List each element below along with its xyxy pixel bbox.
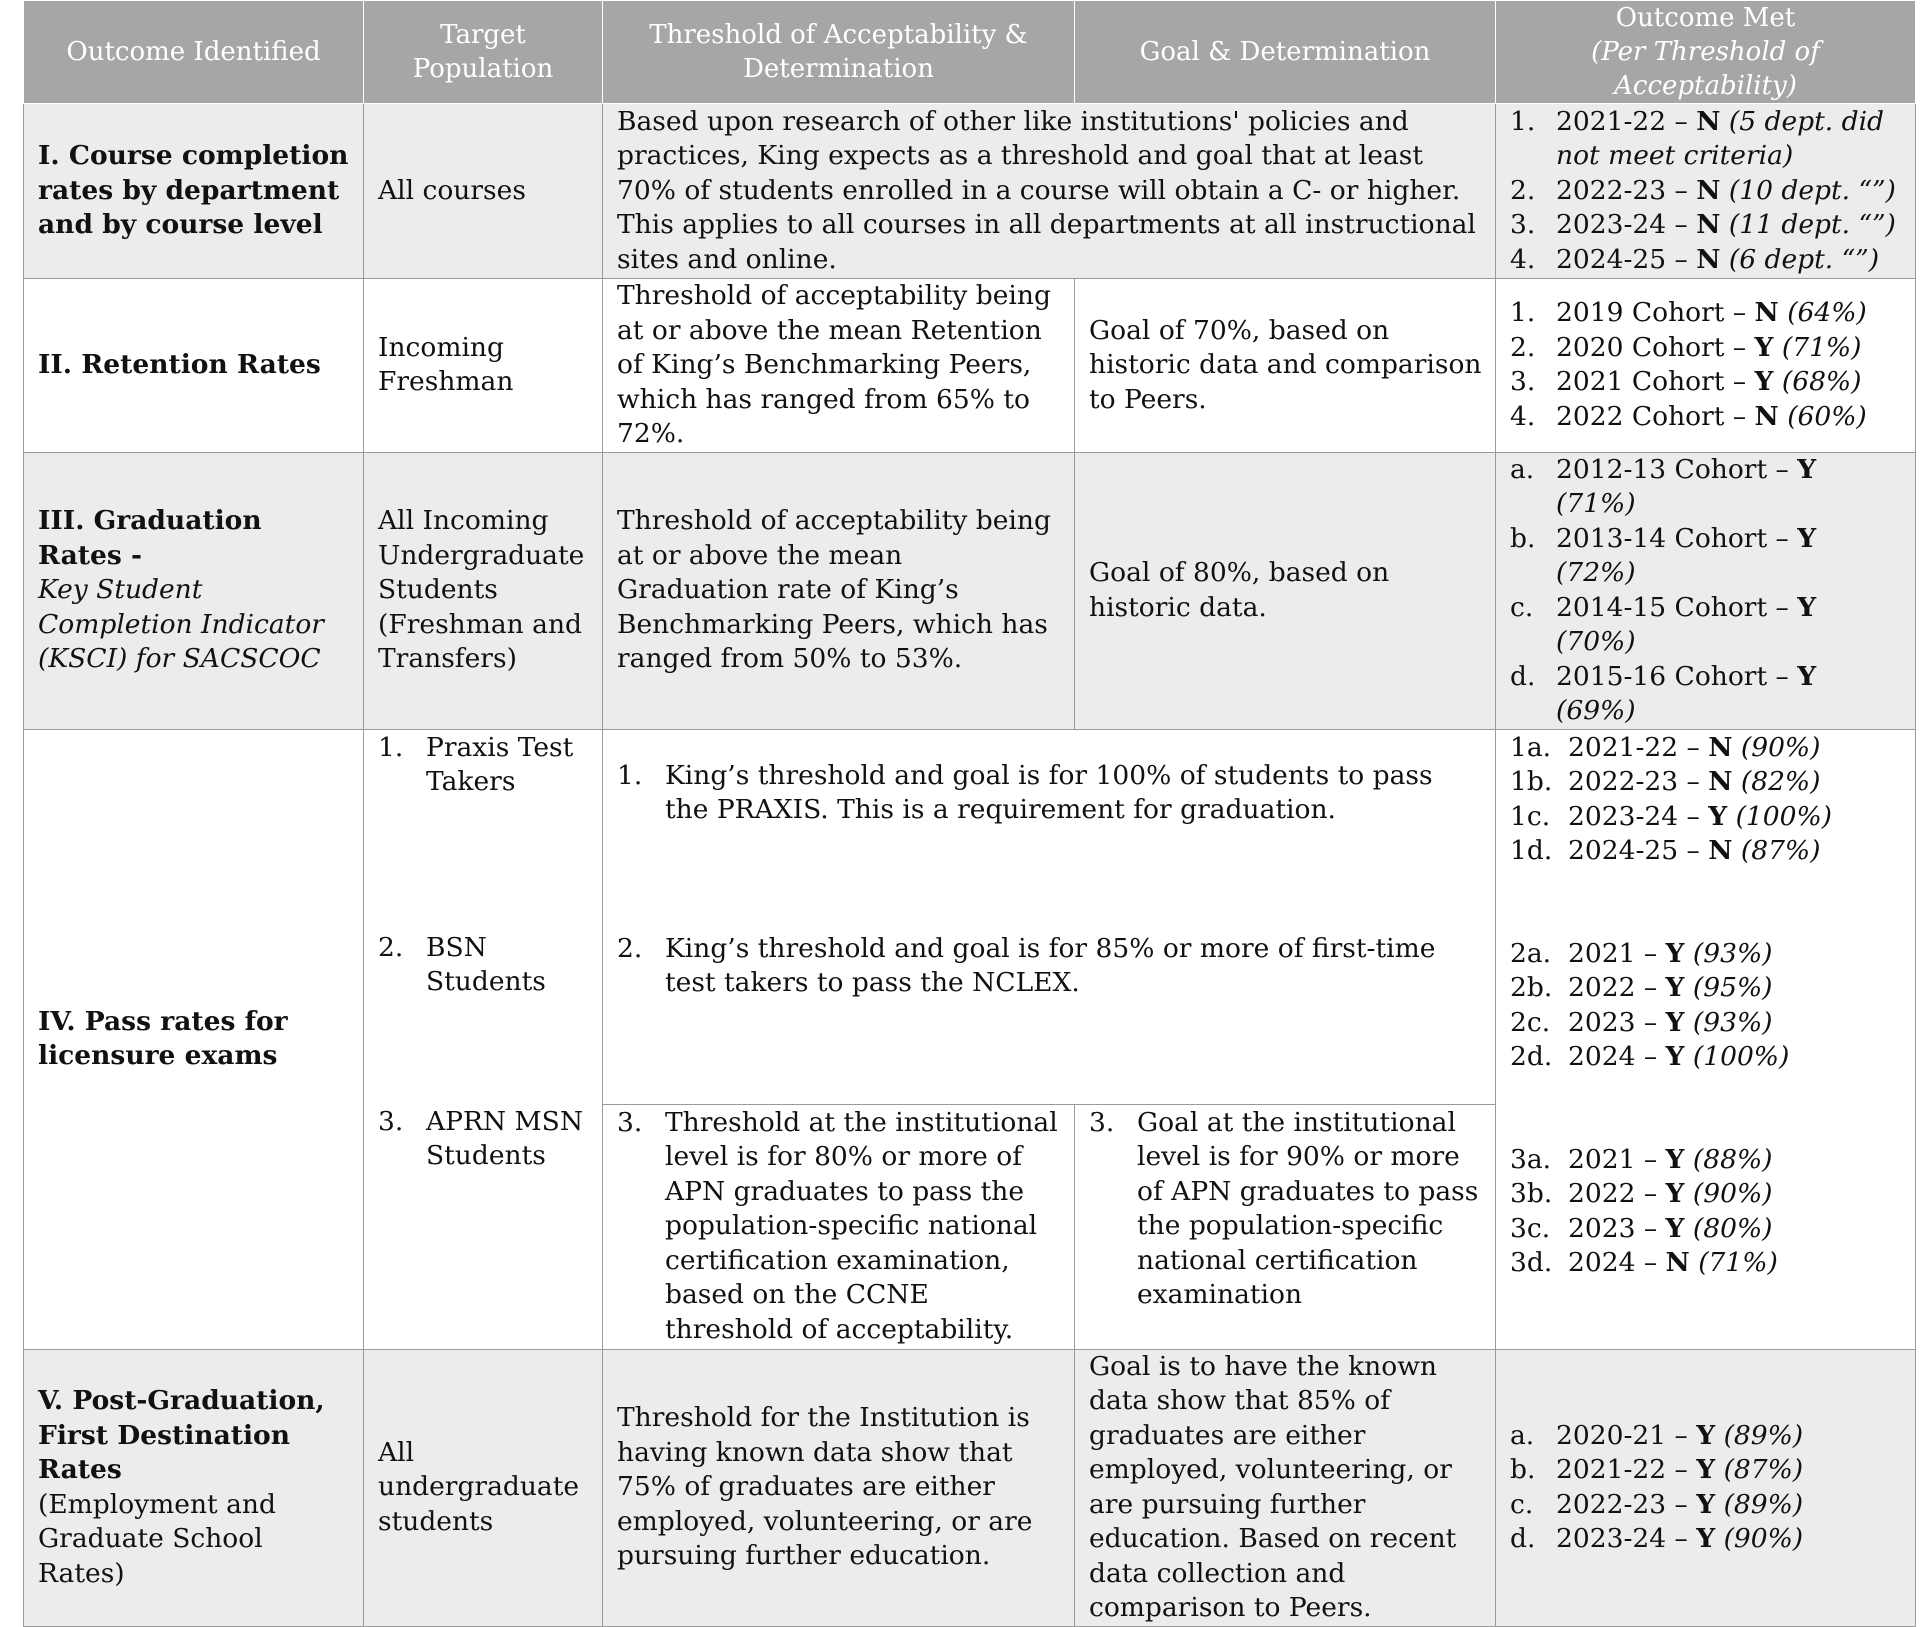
outcome-name: III. Graduation Rates - Key Student Completion Indicator (KSCI) for SACSCOC bbox=[24, 452, 364, 729]
outcome-item: d. 2023-24 – Y (90%) bbox=[1510, 1523, 1804, 1554]
aprn-threshold: 3. Threshold at the institutional level is for 80% or more of APN graduates to pass the population-specific national certification examination, based on the CCNE threshold of acceptability. bbox=[617, 1106, 1058, 1345]
outcome-flag: N bbox=[1708, 766, 1733, 797]
outcome-item: 3b. 2022 – Y (90%) bbox=[1510, 1178, 1773, 1209]
outcome-flag: Y bbox=[1696, 1523, 1716, 1554]
outcome-item: 1c. 2023-24 – Y (100%) bbox=[1510, 800, 1833, 832]
target-population: Incoming Freshman bbox=[364, 279, 603, 453]
outcome-met-cell bbox=[1496, 729, 1916, 1349]
threshold-goal-cell bbox=[603, 729, 1496, 1104]
header-goal: Goal & Determination bbox=[1075, 1, 1496, 104]
outcome-item: c. 2022-23 – Y (89%) bbox=[1510, 1488, 1804, 1520]
outcome-item: 2a. 2021 – Y (93%) bbox=[1510, 937, 1773, 969]
goal-cell: Goal of 70%, based on historic data and comparison to Peers. bbox=[1075, 279, 1496, 453]
outcome-name: V. Post-Graduation, First Destination Rates (Employment and Graduate School Rates) bbox=[24, 1349, 364, 1626]
target-population bbox=[364, 729, 603, 1349]
goal-cell: Goal is to have the known data show that 85% of graduates are either employed, volunteering, or are pursuing further education. Based on recent data collection and comparison to Peers. bbox=[1075, 1349, 1496, 1626]
aprn-threshold-cell bbox=[603, 1104, 1075, 1349]
outcome-list bbox=[1510, 296, 1903, 434]
outcome-list bbox=[1510, 105, 1903, 278]
header-outcome-met: Outcome Met (Per Threshold of Acceptability) bbox=[1496, 1, 1916, 104]
outcome-met-cell bbox=[1496, 104, 1916, 279]
outcome-item: 4. 2022 Cohort – N (60%) bbox=[1510, 400, 1867, 432]
outcome-item: 1b. 2022-23 – N (82%) bbox=[1510, 766, 1821, 797]
outcome-item: 1a. 2021-22 – N (90%) bbox=[1510, 731, 1821, 763]
outcome-list bbox=[1510, 1419, 1903, 1557]
outcome-flag: N bbox=[1665, 1247, 1690, 1278]
outcome-flag: Y bbox=[1797, 591, 1817, 623]
header-row bbox=[24, 1, 1916, 104]
outcome-item: 2b. 2022 – Y (95%) bbox=[1510, 972, 1773, 1003]
outcome-item: 3d. 2024 – N (71%) bbox=[1510, 1247, 1778, 1278]
outcome-name: I. Course completion rates by department and by course level bbox=[24, 104, 364, 279]
outcome-item: a. 2012-13 Cohort – Y (71%) bbox=[1510, 453, 1817, 519]
outcome-flag: N bbox=[1696, 105, 1721, 137]
outcome-item: c. 2014-15 Cohort – Y (70%) bbox=[1510, 591, 1817, 657]
outcome-flag: N bbox=[1708, 731, 1733, 763]
goal-cell: Goal of 80%, based on historic data. bbox=[1075, 452, 1496, 729]
outcome-list bbox=[1510, 453, 1903, 729]
target-population: All Incoming Undergraduate Students (Freshman and Transfers) bbox=[364, 452, 603, 729]
row-post-graduation bbox=[24, 1349, 1916, 1626]
aprn-goal-cell bbox=[1075, 1104, 1496, 1349]
threshold-goal-cell: Based upon research of other like institutions' policies and practices, King expects as a threshold and goal that at least 70% of students enrolled in a course will obtain a C- or higher. This applies to all courses in all departments at all instructional sites and online. bbox=[603, 104, 1496, 279]
outcome-item: 1d. 2024-25 – N (87%) bbox=[1510, 835, 1821, 866]
outcome-item: 3. 2021 Cohort – Y (68%) bbox=[1510, 366, 1862, 398]
outcome-flag: N bbox=[1708, 835, 1733, 866]
outcome-flag: Y bbox=[1797, 453, 1817, 485]
outcome-flag: Y bbox=[1665, 937, 1685, 969]
threshold-cell: Threshold for the Institution is having known data show that 75% of graduates are either employed, volunteering, or are pursuing further education. bbox=[603, 1349, 1075, 1626]
threshold-cell: Threshold of acceptability being at or above the mean Retention of King’s Benchmarking Peers, which has ranged from 65% to 72%. bbox=[603, 279, 1075, 453]
outcome-flag: Y bbox=[1696, 1419, 1716, 1451]
population-item-aprn: 3. APRN MSN Students bbox=[378, 1105, 584, 1171]
population-item-praxis: 1. Praxis Test Takers bbox=[378, 731, 574, 797]
outcome-list-aprn bbox=[1510, 1143, 1903, 1281]
outcome-item: 1. 2021-22 – N (5 dept. did not meet criteria) bbox=[1510, 105, 1885, 172]
outcome-flag: Y bbox=[1797, 660, 1817, 692]
outcome-list-bsn bbox=[1510, 937, 1903, 1075]
population-item-bsn: 2. BSN Students bbox=[378, 931, 546, 997]
outcomes-table-wrapper bbox=[23, 0, 1915, 1627]
row-retention bbox=[24, 279, 1916, 453]
outcome-met-cell bbox=[1496, 1349, 1916, 1626]
outcome-item: 4. 2024-25 – N (6 dept. “”) bbox=[1510, 243, 1880, 275]
outcome-item: 2. 2020 Cohort – Y (71%) bbox=[1510, 331, 1862, 363]
row-graduation bbox=[24, 452, 1916, 729]
outcome-flag: Y bbox=[1754, 366, 1774, 398]
outcome-item: 3c. 2023 – Y (80%) bbox=[1510, 1212, 1773, 1244]
outcome-flag: N bbox=[1754, 297, 1779, 329]
outcome-flag: Y bbox=[1696, 1454, 1716, 1485]
outcome-flag: Y bbox=[1665, 1143, 1685, 1175]
outcome-flag: Y bbox=[1665, 972, 1685, 1003]
outcome-flag: Y bbox=[1665, 1178, 1685, 1209]
row-licensure bbox=[24, 729, 1916, 1104]
outcome-met-cell bbox=[1496, 452, 1916, 729]
outcome-item: 2. 2022-23 – N (10 dept. “”) bbox=[1510, 174, 1896, 206]
outcome-flag: N bbox=[1696, 209, 1721, 241]
outcome-item: 3. 2023-24 – N (11 dept. “”) bbox=[1510, 209, 1896, 241]
outcome-flag: Y bbox=[1665, 1006, 1685, 1038]
outcome-item: 1. 2019 Cohort – N (64%) bbox=[1510, 297, 1867, 329]
outcome-flag: N bbox=[1696, 243, 1721, 275]
threshold-cell: Threshold of acceptability being at or above the mean Graduation rate of King’s Benchmarking Peers, which has ranged from 50% to 53%. bbox=[603, 452, 1075, 729]
outcome-flag: N bbox=[1696, 174, 1721, 206]
target-population: All undergraduate students bbox=[364, 1349, 603, 1626]
outcome-item: a. 2020-21 – Y (89%) bbox=[1510, 1419, 1804, 1451]
outcome-flag: Y bbox=[1696, 1488, 1716, 1520]
outcome-met-cell bbox=[1496, 279, 1916, 453]
header-threshold: Threshold of Acceptability & Determination bbox=[603, 1, 1075, 104]
aprn-goal: 3. Goal at the institutional level is for 90% or more of APN graduates to pass the population-specific national certification examination bbox=[1089, 1106, 1479, 1310]
outcome-flag: Y bbox=[1665, 1041, 1685, 1072]
outcome-item: 2c. 2023 – Y (93%) bbox=[1510, 1006, 1773, 1038]
outcomes-table bbox=[23, 0, 1916, 1627]
outcome-item: d. 2015-16 Cohort – Y (69%) bbox=[1510, 660, 1817, 726]
target-population: All courses bbox=[364, 104, 603, 279]
row-course-completion bbox=[24, 104, 1916, 279]
outcome-item: 2d. 2024 – Y (100%) bbox=[1510, 1041, 1790, 1072]
outcome-flag: N bbox=[1754, 400, 1779, 432]
outcome-name: IV. Pass rates for licensure exams bbox=[24, 729, 364, 1349]
outcome-flag: Y bbox=[1754, 331, 1774, 363]
outcome-item: b. 2021-22 – Y (87%) bbox=[1510, 1454, 1804, 1485]
outcome-flag: Y bbox=[1665, 1212, 1685, 1244]
header-population: Target Population bbox=[364, 1, 603, 104]
header-outcome: Outcome Identified bbox=[24, 1, 364, 104]
nclex-threshold: 2. King’s threshold and goal is for 85% or more of first-time test takers to pass the NCLEX. bbox=[617, 932, 1436, 998]
outcome-list-praxis bbox=[1510, 731, 1903, 869]
outcome-flag: Y bbox=[1797, 522, 1817, 554]
praxis-threshold: 1. King’s threshold and goal is for 100% of students to pass the PRAXIS. This is a requirement for graduation. bbox=[617, 759, 1433, 825]
outcome-name: II. Retention Rates bbox=[24, 279, 364, 453]
outcome-flag: Y bbox=[1708, 800, 1728, 832]
outcome-item: 3a. 2021 – Y (88%) bbox=[1510, 1143, 1773, 1175]
outcome-item: b. 2013-14 Cohort – Y (72%) bbox=[1510, 522, 1817, 588]
